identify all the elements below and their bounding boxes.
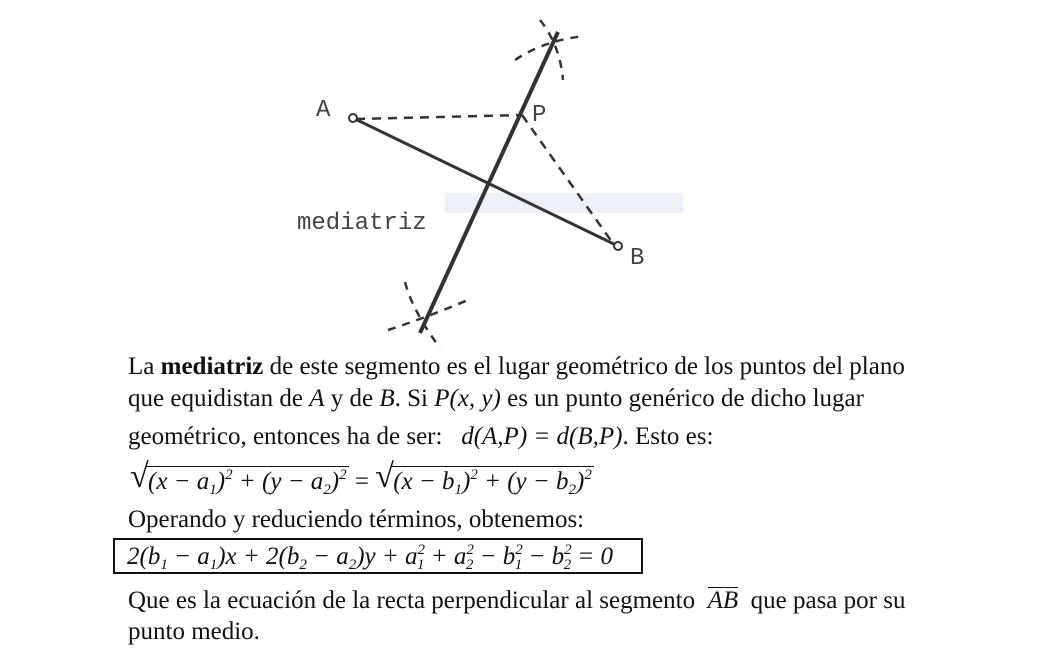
term-mediatriz: mediatriz	[160, 353, 264, 380]
distance-equation-expanded	[130, 458, 594, 498]
label-p: P	[532, 102, 547, 129]
label-mediatriz: mediatriz	[297, 210, 427, 237]
line1-rest: de este segmento es el lugar geométrico de los puntos del plano	[269, 353, 905, 380]
point-p-expr: P(x, y)	[434, 385, 501, 412]
word-la: La	[128, 353, 155, 380]
var-b: B	[379, 385, 395, 412]
segment-ab-notation: AB	[707, 587, 739, 614]
line3-b: . Esto es:	[622, 423, 714, 450]
point-a	[349, 114, 357, 122]
line5-a: Que es la ecuación de la recta perpendicular al segmento	[128, 587, 696, 614]
equals-sign: =	[354, 468, 369, 495]
text-line-3	[128, 420, 713, 453]
line2-c: . Si	[394, 385, 428, 412]
boxed-equation: $2(b_1 - a_1)x + 2(b_2 - a_2)y + a^2_1 + a^2_2 - b^2_1 - b^2_2 = 0$	[113, 538, 643, 574]
label-a: A	[316, 97, 331, 124]
line3-a: geométrico, entonces ha de ser:	[128, 423, 443, 450]
line5-b: que pasa por su	[750, 587, 906, 614]
var-a: A	[309, 385, 325, 412]
mediatriz-line	[420, 32, 558, 333]
dashed-ap	[356, 115, 522, 119]
text-line-que-es	[128, 584, 905, 617]
distance-equation: d(A,P) = d(B,P)	[461, 423, 623, 450]
text-line-operando: Operando y reduciendo términos, obtenemos:	[128, 506, 585, 533]
sqrt-right: √ $(x - b_1)^2 + (y - b_2)^2$	[375, 458, 592, 498]
line2-a: que equidistan de	[128, 385, 303, 412]
line2-b: y de	[330, 385, 374, 412]
text-line-2	[128, 382, 864, 415]
label-b: B	[630, 245, 645, 272]
text-line-punto-medio: punto medio.	[128, 618, 260, 645]
compass-arc-bottom-2	[405, 282, 440, 348]
line2-d: es un punto genérico de dicho lugar	[507, 385, 864, 412]
point-b	[614, 242, 622, 250]
text-line-1	[128, 350, 905, 383]
sqrt-left: √ $(x - a_1)^2 + (y - a_2)^2$	[130, 458, 347, 498]
